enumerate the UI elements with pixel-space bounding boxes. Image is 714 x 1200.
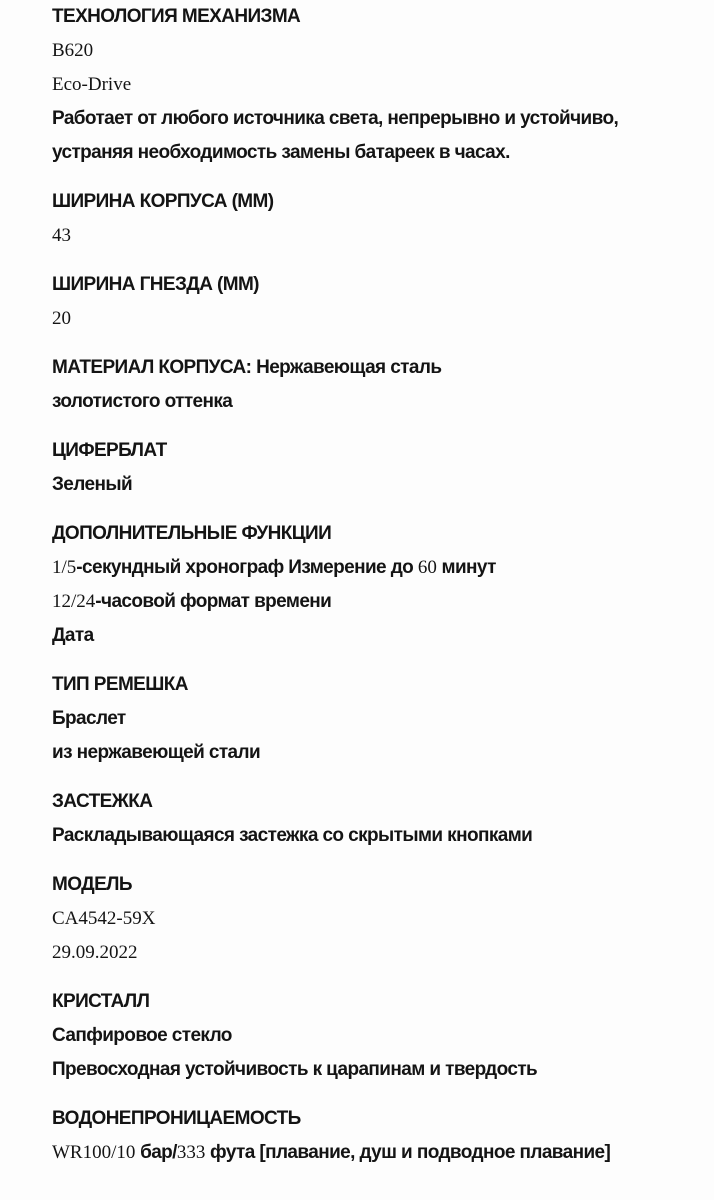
spec-heading: ШИРИНА КОРПУСА (ММ)	[52, 191, 274, 212]
spec-value: Раскладывающаяся застежка со скрытыми кнопками	[52, 825, 533, 846]
feature-text: минут	[436, 557, 496, 578]
spec-value	[52, 551, 714, 585]
spec-lug-width	[52, 268, 714, 336]
spec-value: 20	[52, 308, 71, 329]
spec-heading: ЦИФЕРБЛАТ	[52, 440, 167, 461]
spec-model	[52, 868, 714, 970]
spec-value: 29.09.2022	[52, 942, 138, 963]
spec-crystal	[52, 985, 714, 1087]
spec-heading: КРИСТАЛЛ	[52, 991, 150, 1012]
water-text: бар/	[135, 1142, 177, 1163]
feature-text: -часовой формат времени	[95, 591, 332, 612]
spec-value: из нержавеющей стали	[52, 742, 261, 763]
spec-heading: МОДЕЛЬ	[52, 874, 132, 895]
spec-value: B620	[52, 40, 94, 61]
spec-water-resistance	[52, 1102, 714, 1170]
spec-value: CA4542-59X	[52, 908, 156, 929]
water-number: 333	[176, 1142, 206, 1163]
spec-description: Работает от любого источника света, непрерывно и устойчиво,	[52, 108, 619, 129]
spec-features	[52, 517, 714, 653]
spec-value	[52, 1136, 714, 1170]
spec-heading: ДОПОЛНИТЕЛЬНЫЕ ФУНКЦИИ	[52, 523, 332, 544]
spec-value: Дата	[52, 625, 94, 646]
spec-value	[52, 585, 714, 619]
spec-strap	[52, 668, 714, 770]
spec-value: Eco-Drive	[52, 74, 132, 95]
water-text: фута [плавание, душ и подводное плавание]	[205, 1142, 611, 1163]
spec-heading: ЗАСТЕЖКА	[52, 791, 153, 812]
spec-heading: ВОДОНЕПРОНИЦАЕМОСТЬ	[52, 1108, 301, 1129]
spec-movement	[52, 0, 714, 170]
feature-number: 60	[417, 557, 437, 578]
spec-value: 43	[52, 225, 71, 246]
spec-value: Превосходная устойчивость к царапинам и твердость	[52, 1059, 538, 1080]
feature-number: 1/5	[52, 557, 77, 578]
water-rating: WR100/10	[52, 1142, 136, 1163]
spec-description: устраняя необходимость замены батареек в часах.	[52, 142, 510, 163]
feature-number: 12/24	[52, 591, 96, 612]
spec-value: Сапфировое стекло	[52, 1025, 232, 1046]
spec-case-material	[52, 351, 714, 419]
spec-heading: ШИРИНА ГНЕЗДА (ММ)	[52, 274, 259, 295]
spec-dial	[52, 434, 714, 502]
spec-heading: ТЕХНОЛОГИЯ МЕХАНИЗМА	[52, 6, 301, 27]
spec-clasp	[52, 785, 714, 853]
spec-case-width	[52, 185, 714, 253]
spec-heading: МАТЕРИАЛ КОРПУСА: Нержавеющая сталь	[52, 357, 442, 378]
feature-text: -секундный хронограф Измерение до	[76, 557, 418, 578]
spec-value: Браслет	[52, 708, 126, 729]
spec-value: Зеленый	[52, 474, 133, 495]
spec-value: золотистого оттенка	[52, 391, 233, 412]
spec-heading: ТИП РЕМЕШКА	[52, 674, 188, 695]
